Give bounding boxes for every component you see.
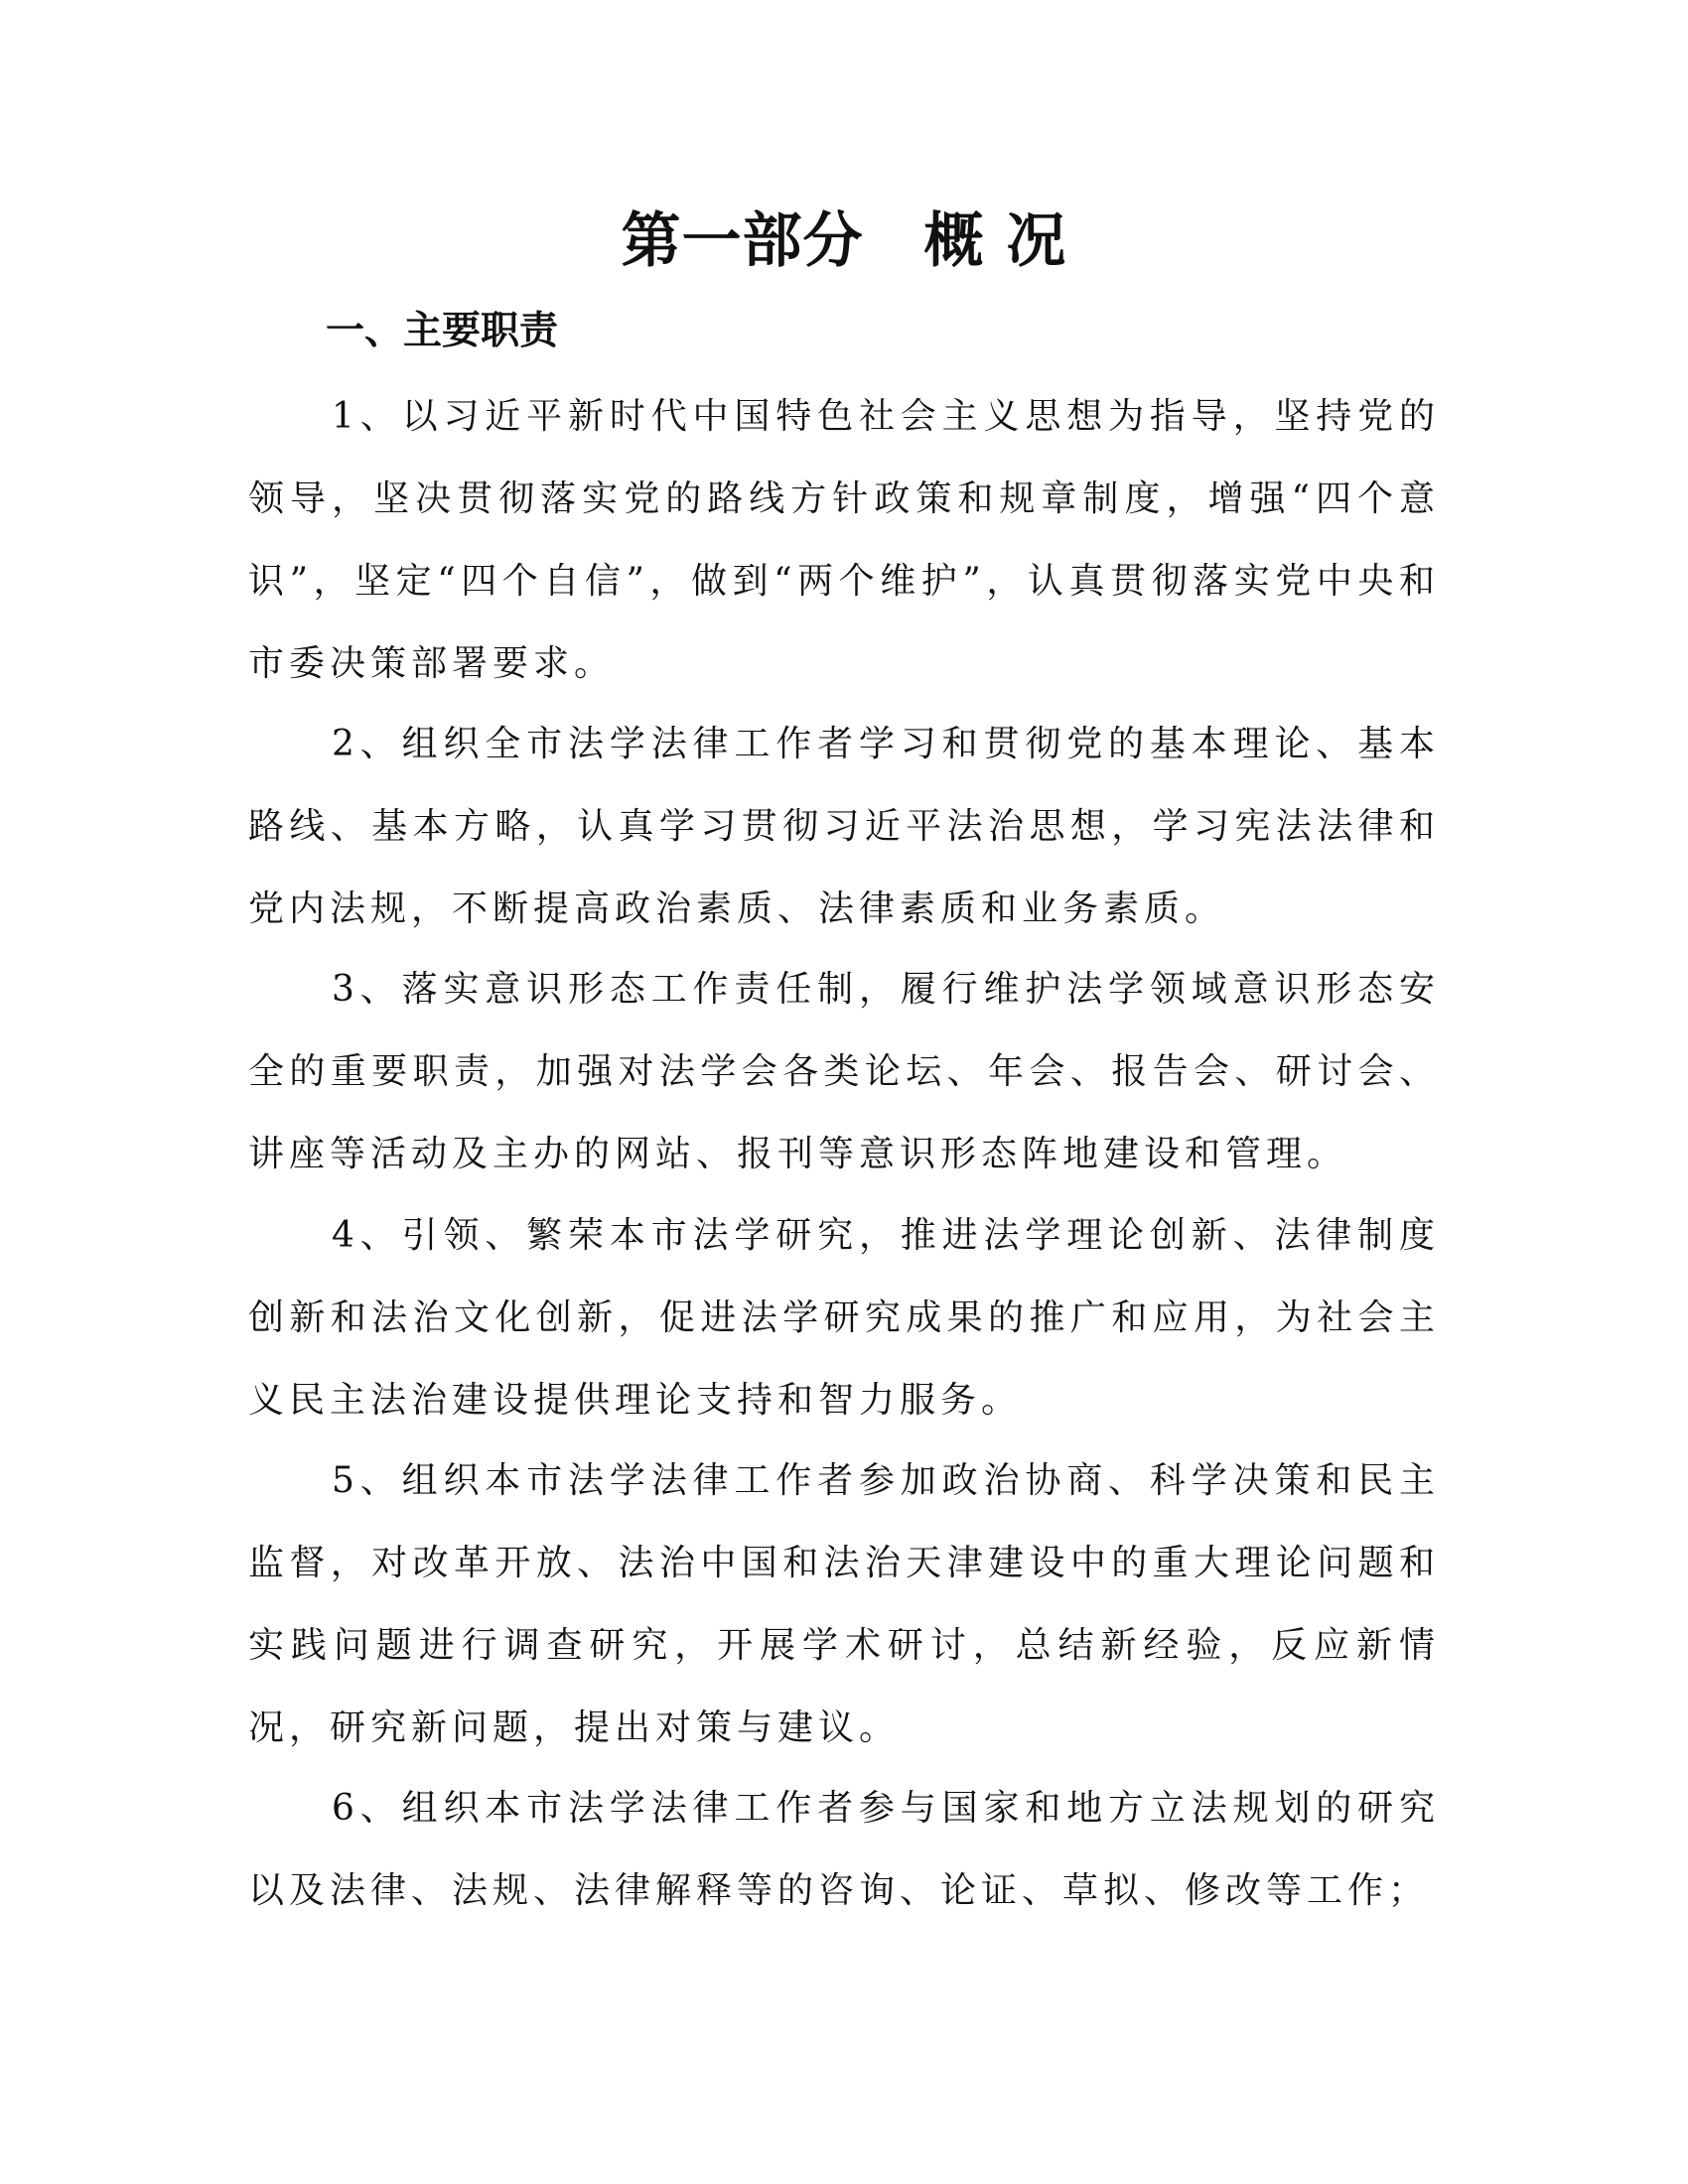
duty-paragraph-5: 5、组织本市法学法律工作者参加政治协商、科学决策和民主监督，对改革开放、法治中国和法治天津建设中的重大理论问题和实践问题进行调查研究，开展学术研讨，总结新经验，反应新情况，研究新问题，提出对策与建议。 xyxy=(248,1460,1440,1748)
page-title: 第一部分 概 况 xyxy=(621,206,1067,276)
duty-paragraph-4: 4、引领、繁荣本市法学研究，推进法学理论创新、法律制度创新和法治文化创新，促进法学研究成果的推广和应用，为社会主义民主法治建设提供理论支持和智力服务。 xyxy=(248,1215,1440,1421)
duty-paragraph-2: 2、组织全市法学法律工作者学习和贯彻党的基本理论、基本路线、基本方略，认真学习贯彻习近平法治思想，学习宪法法律和党内法规，不断提高政治素质、法律素质和业务素质。 xyxy=(248,724,1440,929)
duty-paragraph-3: 3、落实意识形态工作责任制，履行维护法学领域意识形态安全的重要职责，加强对法学会各类论坛、年会、报告会、研讨会、讲座等活动及主办的网站、报刊等意识形态阵地建设和管理。 xyxy=(248,969,1440,1174)
duty-paragraph-6: 6、组织本市法学法律工作者参与国家和地方立法规划的研究以及法律、法规、法律解释等的咨询、论证、草拟、修改等工作； xyxy=(248,1788,1440,1911)
section-heading-main-duties: 一、主要职责 xyxy=(326,309,559,353)
duty-paragraph-1: 1、以习近平新时代中国特色社会主义思想为指导，坚持党的领导，坚决贯彻落实党的路线方针政策和规章制度，增强“四个意识”，坚定“四个自信”，做到“两个维护”，认真贯彻落实党中央和市委决策部署要求。 xyxy=(248,396,1440,684)
